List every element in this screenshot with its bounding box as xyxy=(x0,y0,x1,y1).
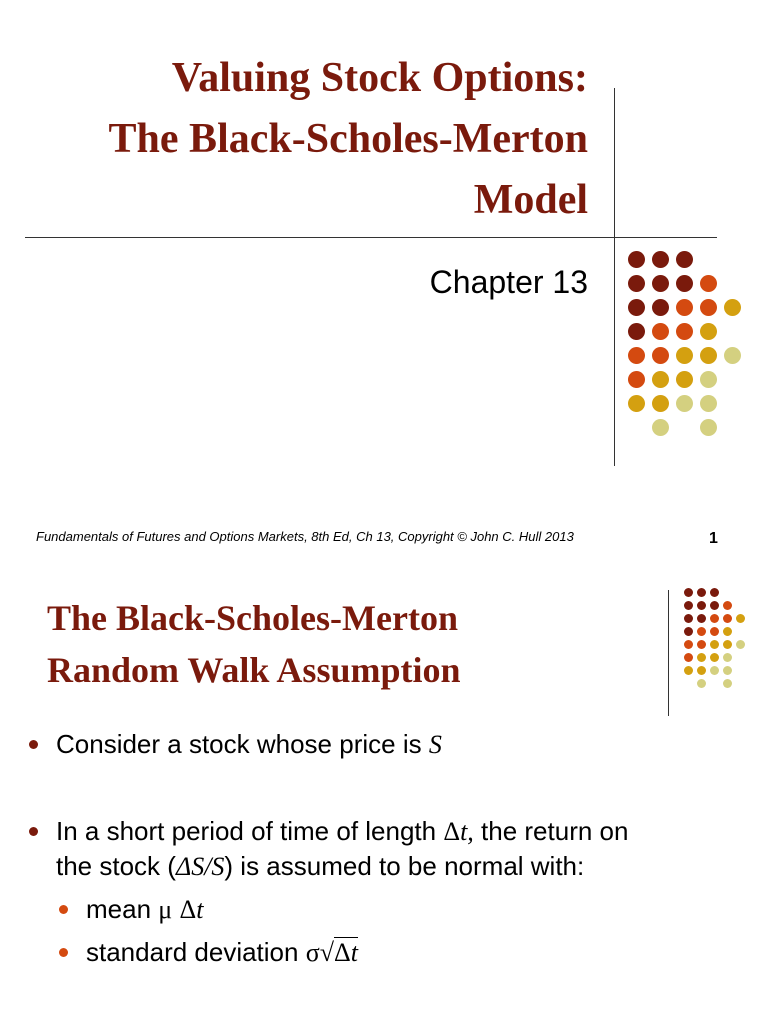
pattern-dot xyxy=(676,395,693,412)
bullet2-line1-a: In a short period of time of length xyxy=(56,816,444,846)
pattern-dot xyxy=(684,614,693,623)
pattern-dot xyxy=(724,347,741,364)
sub1-mu: μ xyxy=(158,895,173,924)
sub2-delta: Δ xyxy=(334,938,351,967)
pattern-dot xyxy=(628,251,645,268)
pattern-dot xyxy=(697,679,706,688)
pattern-dot xyxy=(628,395,645,412)
sub2-label: standard deviation xyxy=(86,937,306,967)
pattern-dot xyxy=(697,653,706,662)
pattern-dot xyxy=(710,653,719,662)
pattern-dot xyxy=(697,627,706,636)
sub-bullet-item xyxy=(86,935,358,970)
slide2-title-line2: Random Walk Assumption xyxy=(47,650,461,690)
pattern-dot xyxy=(723,601,732,610)
bullet-item xyxy=(56,727,442,762)
pattern-dot xyxy=(676,275,693,292)
pattern-dot xyxy=(723,614,732,623)
pattern-dot xyxy=(700,275,717,292)
pattern-dot xyxy=(684,640,693,649)
pattern-dot xyxy=(700,299,717,316)
pattern-dot xyxy=(710,666,719,675)
slide1-title-line3: Model xyxy=(473,177,588,223)
sub2-radicand xyxy=(334,937,358,967)
pattern-dot xyxy=(684,653,693,662)
pattern-dot xyxy=(684,601,693,610)
vertical-divider-small xyxy=(668,590,669,716)
pattern-dot xyxy=(700,371,717,388)
pattern-dot xyxy=(628,275,645,292)
pattern-dot xyxy=(723,653,732,662)
slide1-title-line1: Valuing Stock Options: xyxy=(171,55,588,101)
pattern-dot xyxy=(676,251,693,268)
bullet2-line2-a: the stock ( xyxy=(56,851,176,881)
pattern-dot xyxy=(710,640,719,649)
pattern-dot xyxy=(676,371,693,388)
pattern-dot xyxy=(710,601,719,610)
pattern-dot xyxy=(684,627,693,636)
pattern-dot xyxy=(652,419,669,436)
slide-footer: Fundamentals of Futures and Options Markets, 8th Ed, Ch 13, Copyright © John C. Hull 2013 xyxy=(36,529,574,544)
pattern-dot xyxy=(724,299,741,316)
sub1-t: t xyxy=(196,895,204,924)
pattern-dot xyxy=(628,371,645,388)
slide1-title-line2: The Black-Scholes-Merton xyxy=(108,116,588,162)
pattern-dot xyxy=(710,614,719,623)
pattern-dot xyxy=(710,627,719,636)
pattern-dot xyxy=(652,275,669,292)
sub-bullet-dot-icon xyxy=(59,905,68,914)
pattern-dot xyxy=(697,614,706,623)
pattern-dot xyxy=(700,323,717,340)
pattern-dot xyxy=(652,395,669,412)
sub-bullet-item xyxy=(86,892,203,927)
pattern-dot xyxy=(723,679,732,688)
pattern-dot xyxy=(736,640,745,649)
pattern-dot xyxy=(723,640,732,649)
bullet1-text: Consider a stock whose price is xyxy=(56,729,429,759)
pattern-dot xyxy=(676,323,693,340)
slide2-title xyxy=(47,592,461,696)
pattern-dot xyxy=(700,419,717,436)
bullet2-line2-b: ) is assumed to be normal with: xyxy=(224,851,585,881)
pattern-dot xyxy=(700,347,717,364)
sub1-delta: Δ xyxy=(179,895,197,924)
pattern-dot xyxy=(710,588,719,597)
slide1-title xyxy=(8,48,588,231)
horizontal-divider xyxy=(25,237,717,238)
sub-bullet-dot-icon xyxy=(59,948,68,957)
bullet2-t: t, xyxy=(460,817,474,846)
pattern-dot xyxy=(676,299,693,316)
bullet2-math: ΔS/S xyxy=(175,852,225,881)
bullet1-var: S xyxy=(428,730,442,759)
bullet-dot-icon xyxy=(29,827,38,836)
vertical-divider xyxy=(614,88,615,466)
pattern-dot xyxy=(652,323,669,340)
pattern-dot xyxy=(697,666,706,675)
pattern-dot xyxy=(628,323,645,340)
pattern-dot xyxy=(652,251,669,268)
pattern-dot xyxy=(697,640,706,649)
pattern-dot xyxy=(700,395,717,412)
pattern-dot xyxy=(628,347,645,364)
pattern-dot xyxy=(723,627,732,636)
pattern-dot xyxy=(652,347,669,364)
bullet-item xyxy=(56,814,628,884)
bullet2-line1-b: the return on xyxy=(473,816,629,846)
page-number: 1 xyxy=(709,530,718,547)
pattern-dot xyxy=(628,299,645,316)
slide2-title-line1: The Black-Scholes-Merton xyxy=(47,598,458,638)
sub2-sigma: σ xyxy=(305,938,320,967)
pattern-dot xyxy=(697,588,706,597)
pattern-dot xyxy=(652,299,669,316)
pattern-dot xyxy=(684,666,693,675)
sub2-t: t xyxy=(350,938,358,967)
pattern-dot xyxy=(697,601,706,610)
pattern-dot xyxy=(676,347,693,364)
sub2-sqrt-sign: √ xyxy=(319,938,335,967)
bullet-dot-icon xyxy=(29,740,38,749)
pattern-dot xyxy=(684,588,693,597)
slide1-subtitle: Chapter 13 xyxy=(429,264,588,300)
pattern-dot xyxy=(723,666,732,675)
sub1-label: mean xyxy=(86,894,159,924)
pattern-dot xyxy=(652,371,669,388)
bullet2-delta: Δ xyxy=(443,817,461,846)
pattern-dot xyxy=(736,614,745,623)
